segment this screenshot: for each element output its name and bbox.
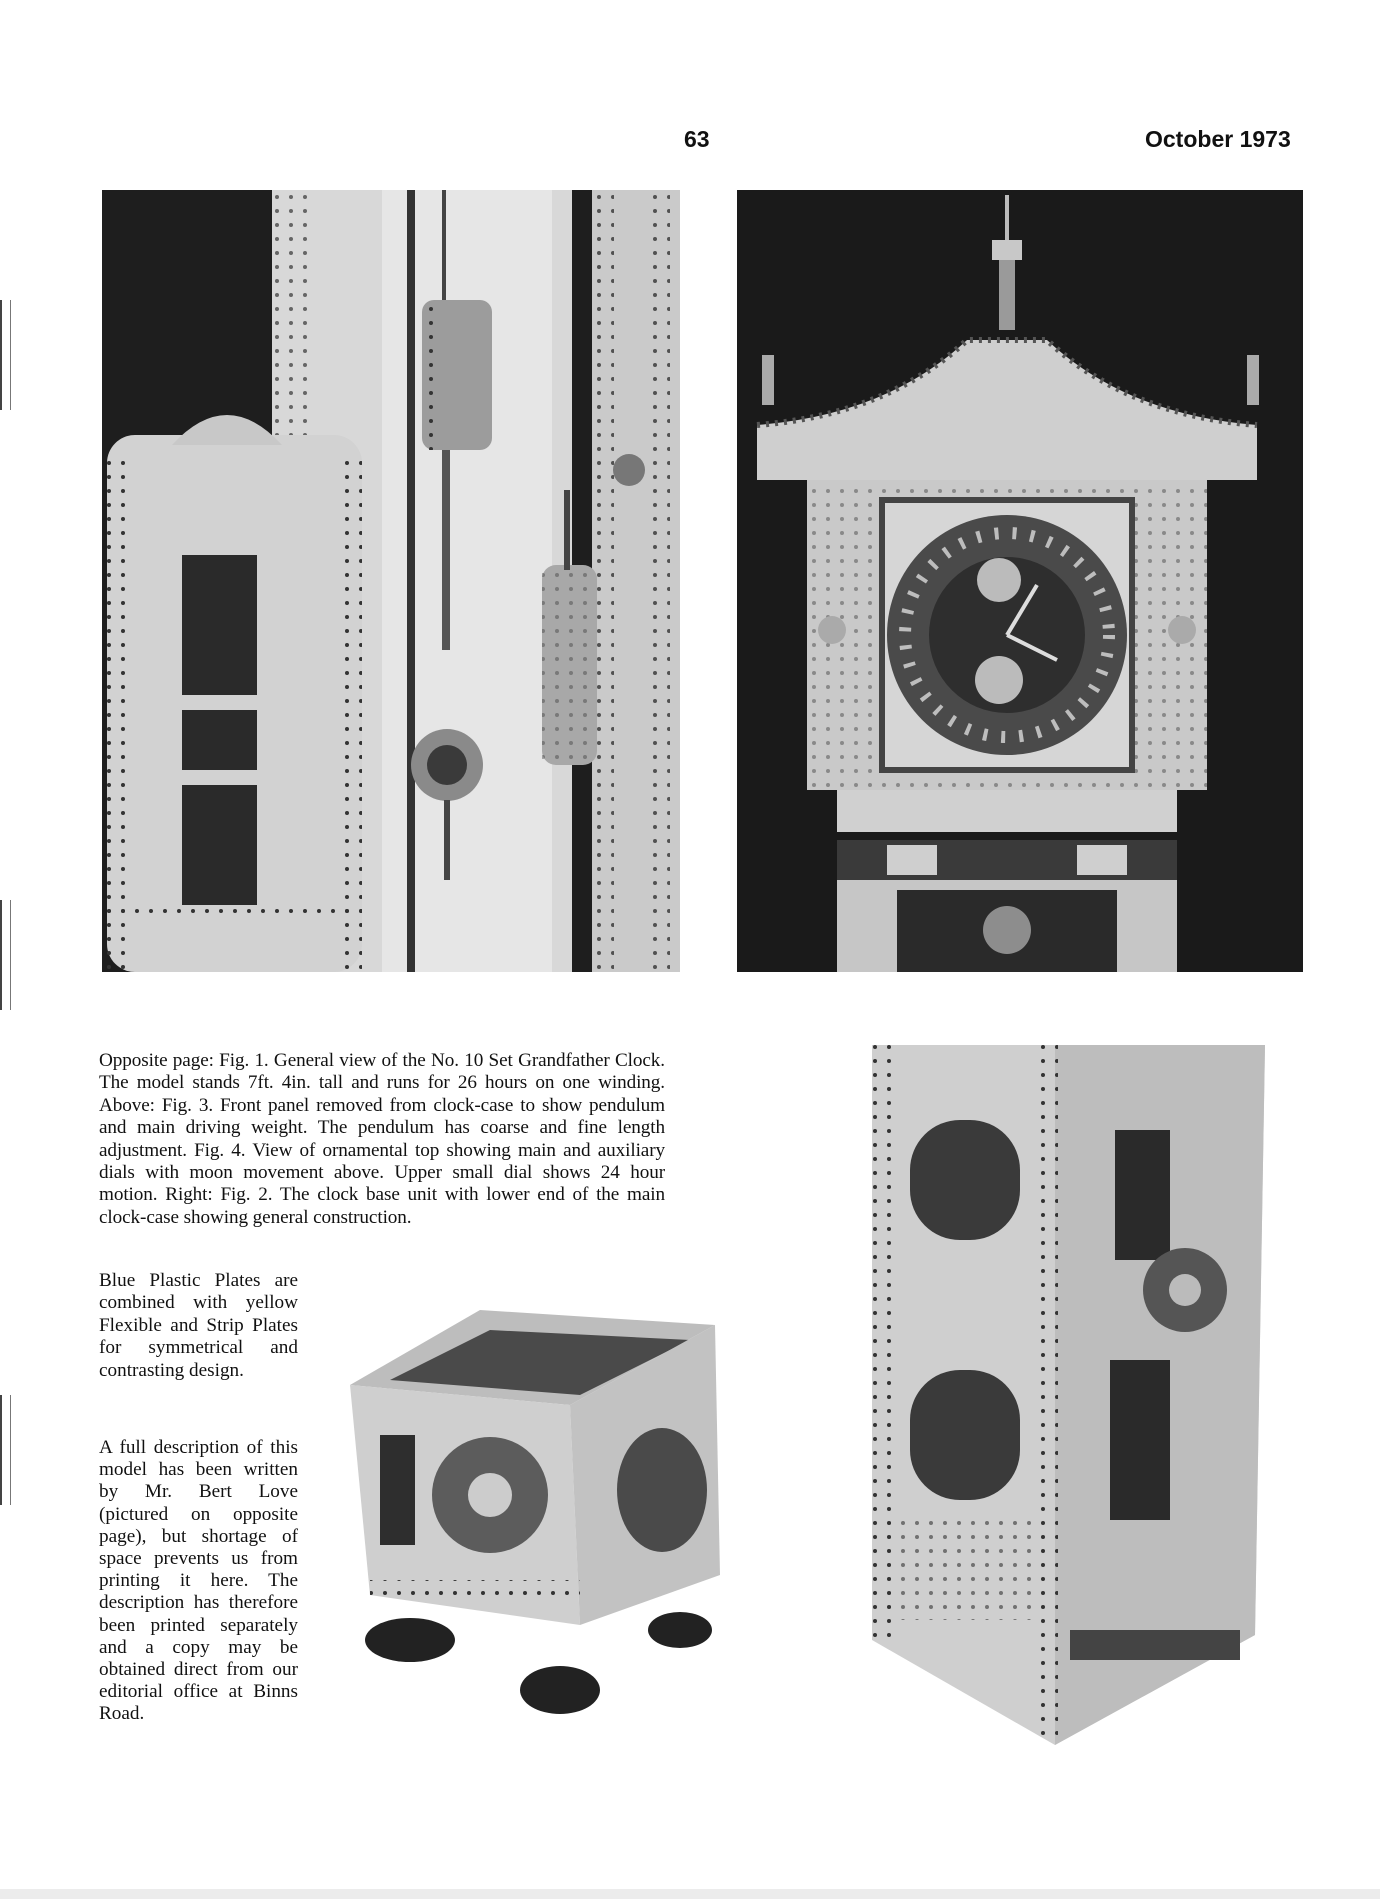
binding-mark-bottom (0, 1395, 11, 1505)
description-note: A full description of this model has been written by Mr. Bert Love (pictured on opposite page), but shortage of space prevents us from printing it here. The description has therefore been printed separately and a copy may be obtained direct from our editorial office at Binns Road. (99, 1437, 298, 1725)
issue-date: October 1973 (1145, 126, 1291, 152)
binding-mark-middle (0, 900, 11, 1010)
binding-mark-top (0, 300, 11, 410)
figure-caption-continued: Blue Plastic Plates are combined with yellow Flexible and Strip Plates for symmetrical and contrasting design. (99, 1270, 298, 1381)
photo-fig4-clock-face (737, 190, 1303, 972)
photo-fig3-pendulum (102, 190, 680, 972)
figure-caption: Opposite page: Fig. 1. General view of the No. 10 Set Grandfather Clock. The model stands 7ft. 4in. tall and runs for 26 hours on one winding. Above: Fig. 3. Front panel removed from clock-case to show pendulum and main driving weight. The pendulum has coarse and fine length adjustment. Fig. 4. View of ornamental top showing main and auxiliary dials with moon movement above. Upper small dial shows 24 hour motion. Right: Fig. 2. The clock base unit with lower end of the main clock-case showing general construction. (99, 1050, 665, 1228)
page-edge (0, 1889, 1380, 1899)
page-number: 63 (684, 126, 710, 152)
